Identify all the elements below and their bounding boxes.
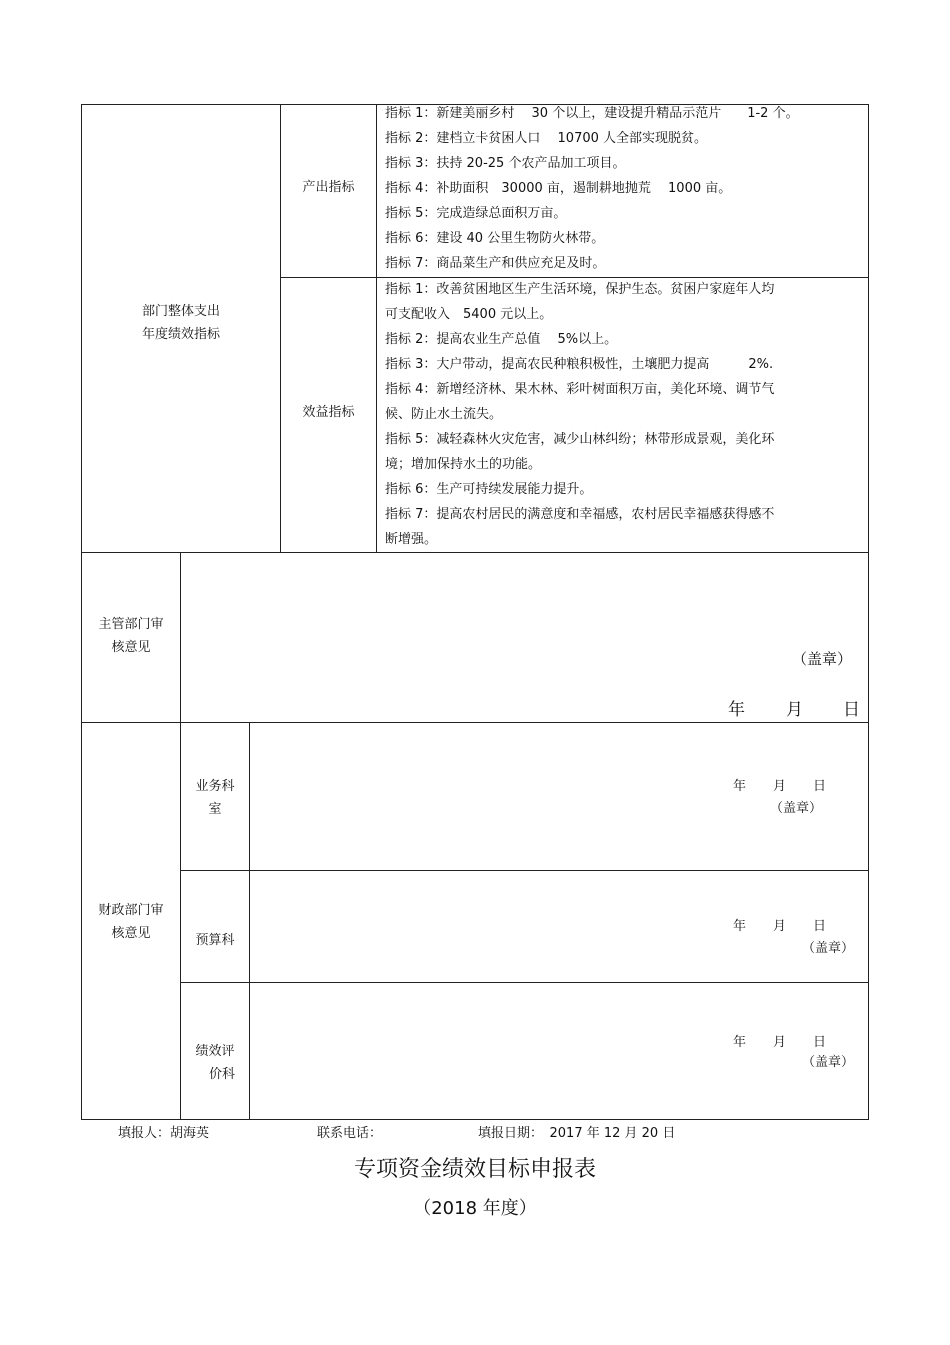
benefit-indicator-list [385, 277, 855, 552]
year-text: 年 [733, 919, 747, 934]
divider [180, 552, 181, 1120]
output-indicator-list [385, 101, 855, 276]
contact-phone: 联系电话： [317, 1126, 383, 1141]
divider [180, 982, 869, 983]
form-subtitle: （2018 年度） [413, 1198, 537, 1219]
day-text: 日 [813, 779, 827, 794]
output-indicator-item: 指标 7：商品菜生产和供应充足及时。 [385, 256, 606, 271]
month-text: 月 [786, 700, 803, 720]
divider [280, 104, 281, 552]
budget-office-label [181, 929, 249, 952]
year-text: 年 [733, 779, 747, 794]
fill-date: 填报日期： 2017 年 12 月 20 日 [478, 1126, 676, 1141]
output-indicator-item: 指标 6：建设 40 公里生物防火林带。 [385, 231, 605, 246]
output-indicator-item: 指标 1：新建美丽乡村 30 个以上，建设提升精品示范片 1-2 个。 [385, 106, 799, 121]
benefit-indicator-line: 指标 2：提高农业生产总值 5%以上。 [385, 332, 618, 347]
divider [81, 552, 869, 553]
seal-text: （盖章） [770, 801, 823, 816]
benefit-indicator-line: 可支配收入 5400 元以上。 [385, 307, 553, 322]
table-left-border [81, 104, 82, 1120]
year-text: 年 [733, 1035, 747, 1050]
benefit-indicator-line: 指标 6：生产可持续发展能力提升。 [385, 482, 593, 497]
day-text: 日 [813, 1035, 827, 1050]
table-right-border [868, 104, 869, 1120]
label-line: 主管部门审 [98, 617, 164, 632]
seal-text: （盖章） [792, 650, 853, 668]
annual-performance-label [82, 300, 280, 346]
day-text: 日 [813, 919, 827, 934]
finance-review-label [82, 899, 180, 945]
label-line: 价科 [208, 1067, 235, 1082]
label-line: 室 [208, 802, 222, 817]
output-indicator-item: 指标 5：完成造绿总面积万亩。 [385, 206, 567, 221]
output-indicator-item: 指标 2：建档立卡贫困人口 10700 人全部实现脱贫。 [385, 131, 708, 146]
divider [249, 722, 250, 1120]
label-line: 部门整体支出 [141, 304, 220, 319]
label-line: 财政部门审 [98, 903, 164, 918]
divider [180, 870, 869, 871]
benefit-indicator-line: 断增强。 [385, 532, 438, 547]
label-line: 核意见 [111, 926, 151, 941]
performance-office-label [181, 1040, 249, 1086]
divider [81, 722, 869, 723]
month-text: 月 [773, 1035, 787, 1050]
output-indicator-item: 指标 3：扶持 20-25 个农产品加工项目。 [385, 156, 626, 171]
label-line: 预算科 [195, 933, 235, 948]
seal-text: （盖章） [802, 1055, 855, 1070]
output-indicator-label: 产出指标 [302, 180, 355, 195]
business-office-label [181, 775, 249, 821]
label-line: 绩效评 [195, 1044, 235, 1059]
year-text: 年 [728, 700, 745, 720]
label-line: 年度绩效指标 [141, 327, 220, 342]
day-text: 日 [843, 700, 860, 720]
benefit-indicator-line: 境；增加保持水土的功能。 [385, 457, 542, 472]
benefit-indicator-line: 指标 3：大户带动，提高农民种粮积极性，土壤肥力提高 2%. [385, 357, 774, 372]
seal-text: （盖章） [802, 941, 855, 956]
benefit-indicator-line: 指标 5：减轻森林火灾危害，减少山林纠纷；林带形成景观，美化环 [385, 432, 775, 447]
table-bottom-border [81, 1119, 869, 1120]
month-text: 月 [773, 919, 787, 934]
label-line: 业务科 [195, 779, 235, 794]
benefit-indicator-line: 指标 4：新增经济林、果木林、彩叶树面积万亩，美化环境、调节气 [385, 382, 775, 397]
supervisor-review-label [82, 613, 180, 659]
benefit-indicator-line: 指标 1：改善贫困地区生产生活环境，保护生态。贫困户家庭年人均 [385, 282, 775, 297]
divider [376, 104, 377, 552]
benefit-indicator-label: 效益指标 [302, 405, 355, 420]
output-indicator-item: 指标 4：补助面积 30000 亩，遏制耕地抛荒 1000 亩。 [385, 181, 732, 196]
month-text: 月 [773, 779, 787, 794]
benefit-indicator-line: 指标 7：提高农村居民的满意度和幸福感，农村居民幸福感获得感不 [385, 507, 775, 522]
filler-name: 填报人：胡海英 [118, 1126, 210, 1141]
label-line: 核意见 [111, 640, 151, 655]
form-title: 专项资金绩效目标申报表 [353, 1157, 596, 1182]
benefit-indicator-line: 候、防止水土流失。 [385, 407, 503, 422]
